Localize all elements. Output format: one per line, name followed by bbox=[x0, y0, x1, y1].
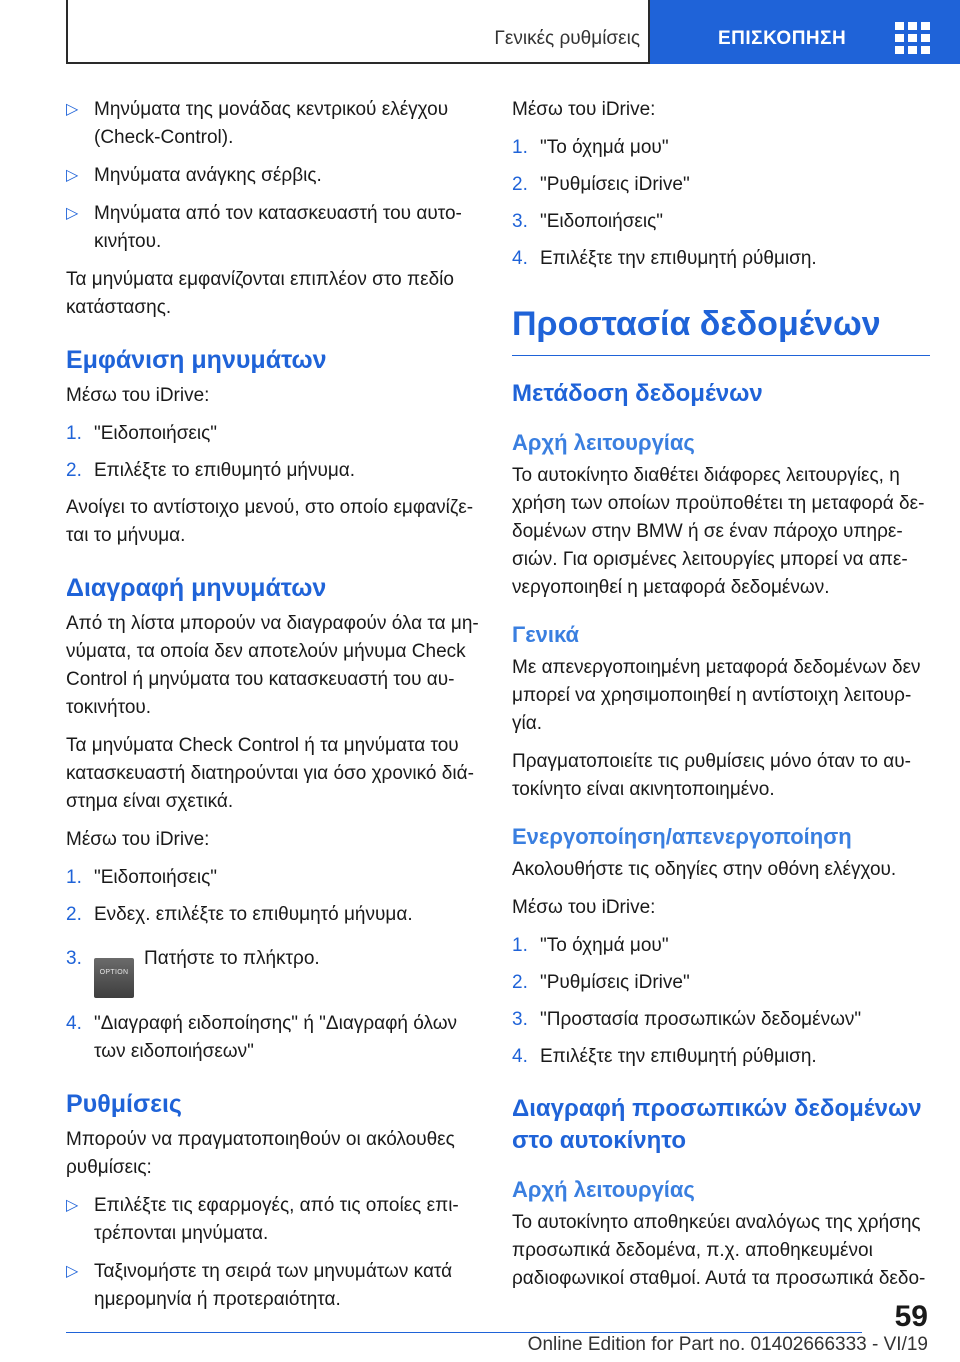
paragraph: Το αυτοκίνητο διαθέτει διάφορες λειτουργίες, η χρήση των οποίων προϋποθέτει τη μεταφορά δεδομένων στην BMW ή σε έναν πάροχο υπηρεσιών. Για ορισμένες λειτουργίες μπορεί να απενεργοποιηθεί η μεταφορά δεδομένων. bbox=[512, 465, 925, 598]
edition-text: Online Edition for Part no. 01402666333 - VI/19 bbox=[527, 1334, 928, 1355]
left-column bbox=[66, 96, 484, 1324]
heading-data-transfer: Μετάδοση δεδομένων bbox=[512, 380, 763, 407]
heading-principle: Αρχή λειτουργίας bbox=[512, 430, 695, 455]
list-item: ▷ Μηνύματα ανάγκης σέρβις. bbox=[66, 162, 484, 190]
list-item: ▷ Μηνύματα της μονάδας κεντρικού ελέγχου (Check-Control). bbox=[66, 96, 484, 152]
step-item: 1. "Ειδοποιήσεις" bbox=[66, 423, 218, 444]
step-item: 1. "Το όχημά μου" bbox=[512, 137, 669, 158]
step-item: 4. "Διαγραφή ειδοποίησης" ή "Διαγραφή όλων των ειδοποιήσεων" bbox=[66, 1013, 458, 1062]
step-item: 2. "Ρυθμίσεις iDrive" bbox=[512, 972, 690, 993]
step-item: 2. Επιλέξτε το επιθυμητό μήνυμα. bbox=[66, 460, 356, 481]
heading-delete-messages: Διαγραφή μηνυμάτων bbox=[66, 574, 327, 602]
footer-rule bbox=[66, 1332, 862, 1333]
section-title: Γενικές ρυθμίσεις bbox=[494, 28, 640, 49]
step-item: 1. "Ειδοποιήσεις" bbox=[66, 867, 218, 888]
triangle-bullet-icon: ▷ bbox=[66, 101, 79, 118]
heading-principle: Αρχή λειτουργίας bbox=[512, 1177, 695, 1202]
triangle-bullet-icon: ▷ bbox=[66, 1197, 79, 1214]
list-item: ▷ Επιλέξτε τις εφαρμογές, από τις οποίες επιτρέπονται μηνύματα. bbox=[66, 1192, 484, 1248]
heading-activation: Ενεργοποίηση/απενεργοποίηση bbox=[512, 824, 852, 849]
triangle-bullet-icon: ▷ bbox=[66, 205, 79, 222]
paragraph: Τα μηνύματα Check Control ή τα μηνύματα του κατασκευαστή διατηρούνται για όσο χρονικό διάστημα είναι σχετικά. bbox=[66, 735, 474, 812]
list-item: ▷ Ταξινομήστε τη σειρά των μηνυμάτων κατά ημερομηνία ή προτεραιότητα. bbox=[66, 1258, 484, 1314]
triangle-bullet-icon: ▷ bbox=[66, 1263, 79, 1280]
step-item: 4. Επιλέξτε την επιθυμητή ρύθμιση. bbox=[512, 1046, 817, 1067]
grid-icon bbox=[895, 22, 931, 54]
heading-data-protection: Προστασία δεδομένων bbox=[512, 303, 930, 356]
heading-delete-personal-data: Διαγραφή προσωπικών δεδομένων στο αυτοκίνητο bbox=[512, 1095, 922, 1154]
step-item: 3. OPTIONΠατήστε το πλήκτρο. bbox=[66, 945, 484, 998]
step-item: 1. "Το όχημά μου" bbox=[512, 935, 669, 956]
paragraph: Από τη λίστα μπορούν να διαγραφούν όλα τα μηνύματα, τα οποία δεν αποτελούν μήνυμα Check Control ή μηνύματα του κατασκευαστή του αυτοκινήτου. bbox=[66, 613, 479, 718]
step-item: 2. "Ρυθμίσεις iDrive" bbox=[512, 174, 690, 195]
page-number: 59 bbox=[894, 1300, 928, 1333]
header-bottom-rule bbox=[66, 62, 650, 64]
paragraph: Μπορούν να πραγματοποιηθούν οι ακόλουθες ρυθμίσεις: bbox=[66, 1129, 455, 1178]
option-button-icon: OPTION bbox=[94, 958, 134, 998]
overview-tab[interactable] bbox=[650, 0, 960, 64]
paragraph: Τα μηνύματα εμφανίζονται επιπλέον στο πεδίο κατάστασης. bbox=[66, 269, 454, 318]
paragraph: Με απενεργοποιημένη μεταφορά δεδομένων δεν μπορεί να χρησιμοποιηθεί η αντίστοιχη λειτουργία. bbox=[512, 657, 921, 734]
paragraph: Ακολουθήστε τις οδηγίες στην οθόνη ελέγχου. bbox=[512, 859, 897, 880]
list-item: ▷ Μηνύματα από τον κατασκευαστή του αυτοκινήτου. bbox=[66, 200, 484, 256]
overview-label: ΕΠΙΣΚΟΠΗΣΗ bbox=[718, 28, 847, 49]
triangle-bullet-icon: ▷ bbox=[66, 167, 79, 184]
heading-general: Γενικά bbox=[512, 622, 580, 647]
step-item: 2. Ενδεχ. επιλέξτε το επιθυμητό μήνυμα. bbox=[66, 904, 413, 925]
paragraph: Μέσω του iDrive: bbox=[66, 829, 210, 850]
step-item: 4. Επιλέξτε την επιθυμητή ρύθμιση. bbox=[512, 248, 817, 269]
step-item: 3. "Προστασία προσωπικών δεδομένων" bbox=[512, 1009, 862, 1030]
paragraph: Πραγματοποιείτε τις ρυθμίσεις μόνο όταν το αυτοκίνητο είναι ακινητοποιημένο. bbox=[512, 751, 911, 800]
heading-display-messages: Εμφάνιση μηνυμάτων bbox=[66, 346, 327, 374]
step-item: 3. "Ειδοποιήσεις" bbox=[512, 211, 664, 232]
paragraph: Μέσω του iDrive: bbox=[512, 99, 656, 120]
paragraph: Μέσω του iDrive: bbox=[512, 897, 656, 918]
paragraph: Μέσω του iDrive: bbox=[66, 385, 210, 406]
heading-settings: Ρυθμίσεις bbox=[66, 1090, 182, 1118]
right-column bbox=[512, 96, 930, 1303]
paragraph: Το αυτοκίνητο αποθηκεύει αναλόγως της χρήσης προσωπικά δεδομένα, π.χ. αποθηκευμένοι ραδιοφωνικοί σταθμοί. Αυτά τα προσωπικά δεδο- bbox=[512, 1212, 926, 1289]
paragraph: Ανοίγει το αντίστοιχο μενού, στο οποίο εμφανίζεται το μήνυμα. bbox=[66, 497, 474, 546]
header-left-rule bbox=[66, 0, 68, 64]
